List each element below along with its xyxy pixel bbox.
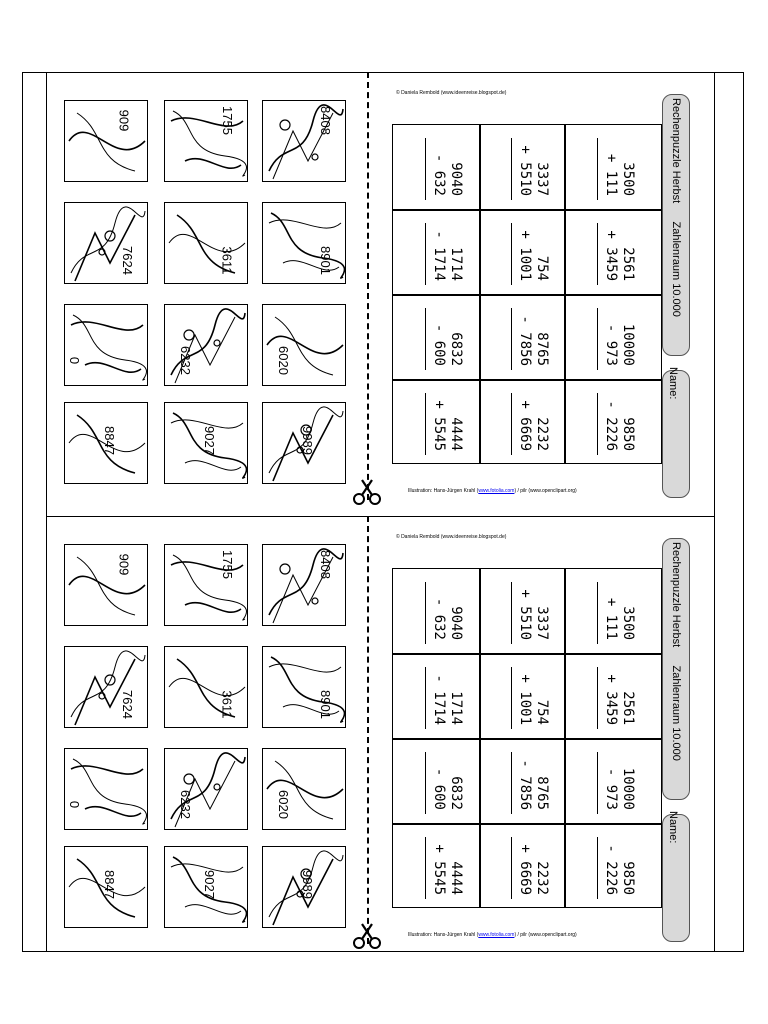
task-card bbox=[394, 211, 478, 293]
puzzle-piece[interactable] bbox=[164, 202, 248, 284]
copyright-text: © Daniela Rembold (www.ideenreise.blogspot.de) bbox=[396, 534, 507, 540]
task-expression bbox=[494, 657, 550, 735]
answer-line bbox=[597, 582, 598, 644]
autumn-illustration-fragment bbox=[165, 203, 248, 284]
title-spacer bbox=[670, 203, 682, 221]
puzzle-piece-number: 8847 bbox=[101, 426, 117, 455]
task-second-operand: 5510 bbox=[517, 162, 533, 196]
puzzle-piece-number: 7624 bbox=[119, 246, 135, 275]
task-first-operand: 754 bbox=[534, 699, 550, 725]
task-second-operand: 6669 bbox=[517, 417, 533, 451]
task-second-line bbox=[430, 572, 447, 650]
task-second-line bbox=[516, 827, 533, 905]
puzzle-piece[interactable] bbox=[64, 846, 148, 928]
task-expression bbox=[494, 298, 550, 376]
task-second-line bbox=[602, 128, 619, 206]
task-operator: + bbox=[517, 400, 533, 409]
puzzle-piece-number: 9027 bbox=[201, 426, 217, 455]
task-card bbox=[566, 825, 650, 907]
task-first-operand: 3337 bbox=[534, 162, 550, 196]
frame-inner-left bbox=[46, 72, 47, 952]
puzzle-piece[interactable] bbox=[262, 202, 346, 284]
task-first-operand: 10000 bbox=[620, 323, 636, 366]
task-expression bbox=[494, 572, 550, 650]
task-expression bbox=[408, 742, 464, 820]
task-second-operand: 2226 bbox=[603, 417, 619, 451]
task-operator-space bbox=[603, 776, 619, 784]
name-badge bbox=[662, 367, 690, 498]
task-expression bbox=[408, 657, 464, 735]
task-card bbox=[566, 381, 650, 463]
task-expression bbox=[494, 827, 550, 905]
credits-suffix: ) / pilr (www.openclipart.org) bbox=[514, 488, 577, 494]
number-range: Zahlenraum 10.000 bbox=[670, 221, 682, 317]
name-badge bbox=[662, 811, 690, 942]
task-card bbox=[566, 296, 650, 378]
task-second-operand: 3459 bbox=[603, 691, 619, 725]
autumn-illustration-fragment bbox=[65, 647, 148, 728]
task-operator: + bbox=[431, 400, 447, 409]
task-operator: - bbox=[603, 767, 619, 777]
task-operator: - bbox=[431, 323, 447, 333]
task-second-operand: 600 bbox=[431, 340, 447, 366]
task-second-line bbox=[516, 213, 533, 291]
task-operator: - bbox=[431, 230, 447, 239]
task-second-operand: 111 bbox=[603, 170, 619, 196]
puzzle-piece[interactable] bbox=[164, 304, 248, 386]
task-first-operand: 8765 bbox=[534, 332, 550, 366]
autumn-illustration-fragment bbox=[263, 647, 346, 728]
task-card bbox=[480, 570, 564, 652]
task-operator: - bbox=[517, 759, 533, 768]
task-operator: - bbox=[431, 674, 447, 683]
credits-prefix: Illustration: Hans-Jürgen Krahl ( bbox=[408, 932, 479, 938]
task-second-line bbox=[602, 742, 619, 820]
task-operator: - bbox=[431, 597, 447, 607]
name-label bbox=[667, 811, 679, 851]
copyright-note bbox=[396, 534, 506, 540]
autumn-illustration-fragment bbox=[165, 101, 248, 182]
puzzle-piece[interactable] bbox=[164, 748, 248, 830]
task-second-line bbox=[602, 657, 619, 735]
task-second-operand: 7856 bbox=[517, 776, 533, 810]
puzzle-piece[interactable] bbox=[64, 646, 148, 728]
task-first-operand: 1714 bbox=[448, 247, 464, 281]
answer-line bbox=[425, 138, 426, 200]
answer-line bbox=[511, 393, 512, 455]
puzzle-piece[interactable] bbox=[164, 846, 248, 928]
task-card bbox=[394, 655, 478, 737]
puzzle-piece[interactable] bbox=[164, 544, 248, 626]
answer-line bbox=[425, 308, 426, 370]
task-expression bbox=[494, 128, 550, 206]
task-second-line bbox=[602, 298, 619, 376]
task-operator-space bbox=[431, 332, 447, 340]
section-divider bbox=[46, 516, 714, 517]
task-card bbox=[394, 381, 478, 463]
task-operator: - bbox=[431, 767, 447, 777]
scissors-icon bbox=[352, 922, 382, 950]
puzzle-piece-number: 8901 bbox=[317, 690, 333, 719]
task-operator: + bbox=[517, 145, 533, 154]
task-operator: - bbox=[517, 315, 533, 324]
answer-line bbox=[597, 837, 598, 899]
task-second-line bbox=[602, 383, 619, 461]
cut-line bbox=[367, 72, 369, 500]
task-second-line bbox=[516, 298, 533, 376]
frame-inner-right bbox=[714, 72, 715, 952]
puzzle-piece[interactable] bbox=[64, 544, 148, 626]
task-second-line bbox=[516, 383, 533, 461]
task-first-operand: 3337 bbox=[534, 606, 550, 640]
task-second-line bbox=[430, 213, 447, 291]
task-operator: + bbox=[517, 230, 533, 239]
task-first-operand: 10000 bbox=[620, 767, 636, 810]
task-first-operand: 3500 bbox=[620, 606, 636, 640]
task-operator-space bbox=[603, 162, 619, 170]
task-second-line bbox=[602, 827, 619, 905]
task-expression bbox=[580, 742, 636, 820]
task-second-line bbox=[430, 128, 447, 206]
answer-line bbox=[597, 393, 598, 455]
task-second-operand: 973 bbox=[603, 784, 619, 810]
autumn-illustration-fragment bbox=[65, 545, 148, 626]
answer-line bbox=[511, 667, 512, 729]
task-card bbox=[480, 296, 564, 378]
puzzle-piece-number: 1755 bbox=[219, 550, 235, 579]
puzzle-piece-number: 909 bbox=[116, 553, 132, 576]
task-expression bbox=[580, 827, 636, 905]
puzzle-piece-number: 0 bbox=[67, 356, 83, 365]
puzzle-piece[interactable] bbox=[164, 646, 248, 728]
answer-line bbox=[425, 223, 426, 285]
task-operator: + bbox=[517, 674, 533, 683]
task-first-operand: 6832 bbox=[448, 776, 464, 810]
credits-suffix: ) / pilr (www.openclipart.org) bbox=[514, 932, 577, 938]
task-expression bbox=[408, 128, 464, 206]
autumn-illustration-fragment bbox=[263, 545, 346, 626]
answer-line bbox=[511, 138, 512, 200]
puzzle-piece-number: 909 bbox=[116, 109, 132, 132]
task-first-operand: 1714 bbox=[448, 691, 464, 725]
task-expression bbox=[408, 298, 464, 376]
task-operator: + bbox=[603, 597, 619, 607]
puzzle-piece-number: 1755 bbox=[219, 106, 235, 135]
task-second-operand: 1714 bbox=[431, 247, 447, 281]
worksheet-title: Rechenpuzzle Herbst bbox=[670, 98, 682, 204]
task-second-line bbox=[602, 213, 619, 291]
task-first-operand: 2561 bbox=[620, 691, 636, 725]
task-expression bbox=[580, 657, 636, 735]
name-label-text: Name: bbox=[667, 811, 679, 844]
answer-line bbox=[511, 223, 512, 285]
task-expression bbox=[408, 213, 464, 291]
task-second-operand: 111 bbox=[603, 614, 619, 640]
title-text bbox=[670, 542, 682, 792]
task-card bbox=[480, 740, 564, 822]
task-second-operand: 1001 bbox=[517, 247, 533, 281]
puzzle-piece-number: 8847 bbox=[101, 870, 117, 899]
puzzle-piece[interactable] bbox=[64, 202, 148, 284]
task-first-operand: 2232 bbox=[534, 417, 550, 451]
autumn-illustration-fragment bbox=[165, 647, 248, 728]
answer-line bbox=[425, 752, 426, 814]
title-badge bbox=[662, 94, 690, 356]
task-operator: + bbox=[517, 844, 533, 853]
task-first-operand: 9850 bbox=[620, 861, 636, 895]
task-operator: + bbox=[517, 589, 533, 598]
title-spacer bbox=[670, 647, 682, 665]
task-operator: - bbox=[431, 153, 447, 163]
task-second-operand: 5510 bbox=[517, 606, 533, 640]
puzzle-piece[interactable] bbox=[64, 402, 148, 484]
puzzle-piece[interactable] bbox=[262, 748, 346, 830]
task-first-operand: 8765 bbox=[534, 776, 550, 810]
puzzle-piece-number: 9989 bbox=[299, 870, 315, 899]
task-second-operand: 632 bbox=[431, 170, 447, 196]
puzzle-piece[interactable] bbox=[164, 402, 248, 484]
answer-line bbox=[425, 393, 426, 455]
autumn-illustration-fragment bbox=[263, 203, 346, 284]
scissors-icon bbox=[352, 478, 382, 506]
title-text bbox=[670, 98, 682, 348]
autumn-illustration-fragment bbox=[65, 749, 148, 830]
task-expression bbox=[580, 572, 636, 650]
task-expression bbox=[408, 383, 464, 461]
task-card bbox=[394, 296, 478, 378]
puzzle-piece-number: 6232 bbox=[177, 790, 193, 819]
task-second-operand: 1001 bbox=[517, 691, 533, 725]
puzzle-piece-number: 0 bbox=[67, 800, 83, 809]
autumn-illustration-fragment bbox=[65, 305, 148, 386]
autumn-illustration-fragment bbox=[65, 101, 148, 182]
task-second-operand: 600 bbox=[431, 784, 447, 810]
task-card bbox=[566, 655, 650, 737]
task-card bbox=[566, 126, 650, 208]
task-operator: + bbox=[603, 230, 619, 239]
task-first-operand: 2232 bbox=[534, 861, 550, 895]
illustration-credits bbox=[408, 488, 577, 494]
answer-line bbox=[425, 667, 426, 729]
task-second-operand: 5545 bbox=[431, 861, 447, 895]
task-expression bbox=[408, 827, 464, 905]
task-first-operand: 754 bbox=[534, 255, 550, 281]
task-card bbox=[566, 740, 650, 822]
task-expression bbox=[494, 383, 550, 461]
task-card bbox=[394, 126, 478, 208]
task-second-line bbox=[516, 572, 533, 650]
task-grid bbox=[392, 124, 662, 464]
task-card bbox=[480, 825, 564, 907]
puzzle-piece[interactable] bbox=[262, 846, 346, 928]
autumn-illustration-fragment bbox=[65, 203, 148, 284]
puzzle-piece-number: 8408 bbox=[317, 550, 333, 579]
puzzle-piece-number: 3611 bbox=[219, 690, 235, 719]
task-second-operand: 3459 bbox=[603, 247, 619, 281]
task-second-operand: 1714 bbox=[431, 691, 447, 725]
task-first-operand: 6832 bbox=[448, 332, 464, 366]
credits-prefix: Illustration: Hans-Jürgen Krahl ( bbox=[408, 488, 479, 494]
task-card bbox=[480, 211, 564, 293]
task-second-line bbox=[516, 657, 533, 735]
task-second-operand: 5545 bbox=[431, 417, 447, 451]
task-operator: + bbox=[431, 844, 447, 853]
task-operator: - bbox=[603, 323, 619, 333]
puzzle-piece-number: 7624 bbox=[119, 690, 135, 719]
name-label bbox=[667, 367, 679, 407]
answer-line bbox=[511, 752, 512, 814]
task-card bbox=[480, 655, 564, 737]
task-first-operand: 4444 bbox=[448, 417, 464, 451]
task-expression bbox=[580, 213, 636, 291]
task-second-operand: 7856 bbox=[517, 332, 533, 366]
autumn-illustration-fragment bbox=[263, 101, 346, 182]
puzzle-piece-number: 3611 bbox=[219, 246, 235, 275]
task-second-line bbox=[430, 298, 447, 376]
task-card bbox=[394, 825, 478, 907]
answer-line bbox=[597, 667, 598, 729]
name-label-text: Name: bbox=[667, 367, 679, 400]
puzzle-piece[interactable] bbox=[164, 100, 248, 182]
task-operator-space bbox=[431, 776, 447, 784]
puzzle-piece[interactable] bbox=[64, 100, 148, 182]
task-second-line bbox=[602, 572, 619, 650]
task-operator-space bbox=[431, 162, 447, 170]
credits-link: www.fotolia.com bbox=[478, 932, 515, 938]
task-expression bbox=[408, 572, 464, 650]
credits-link: www.fotolia.com bbox=[478, 488, 515, 494]
puzzle-piece-number: 6232 bbox=[177, 346, 193, 375]
answer-line bbox=[511, 582, 512, 644]
answer-line bbox=[597, 223, 598, 285]
answer-line bbox=[425, 837, 426, 899]
puzzle-piece[interactable] bbox=[262, 402, 346, 484]
puzzle-piece[interactable] bbox=[64, 748, 148, 830]
task-second-operand: 632 bbox=[431, 614, 447, 640]
cut-line bbox=[367, 516, 369, 944]
answer-line bbox=[597, 138, 598, 200]
title-badge bbox=[662, 538, 690, 800]
illustration-credits bbox=[408, 932, 577, 938]
autumn-illustration-fragment bbox=[165, 545, 248, 626]
copyright-text: © Daniela Rembold (www.ideenreise.blogspot.de) bbox=[396, 90, 507, 96]
task-card bbox=[566, 211, 650, 293]
task-expression bbox=[580, 383, 636, 461]
task-operator-space bbox=[603, 332, 619, 340]
task-first-operand: 2561 bbox=[620, 247, 636, 281]
worksheet-title: Rechenpuzzle Herbst bbox=[670, 542, 682, 648]
task-second-line bbox=[430, 827, 447, 905]
puzzle-piece-number: 8901 bbox=[317, 246, 333, 275]
task-card bbox=[394, 740, 478, 822]
task-second-line bbox=[430, 383, 447, 461]
puzzle-piece[interactable] bbox=[262, 544, 346, 626]
puzzle-piece-number: 6020 bbox=[275, 346, 291, 375]
copyright-note bbox=[396, 90, 506, 96]
task-card bbox=[480, 381, 564, 463]
answer-line bbox=[597, 308, 598, 370]
task-operator-space bbox=[603, 606, 619, 614]
task-card bbox=[566, 570, 650, 652]
task-operator: + bbox=[603, 153, 619, 163]
task-card bbox=[394, 570, 478, 652]
task-first-operand: 9850 bbox=[620, 417, 636, 451]
answer-line bbox=[425, 582, 426, 644]
task-second-line bbox=[516, 128, 533, 206]
task-expression bbox=[580, 298, 636, 376]
task-second-line bbox=[430, 742, 447, 820]
task-second-operand: 2226 bbox=[603, 861, 619, 895]
task-second-operand: 6669 bbox=[517, 861, 533, 895]
puzzle-piece-number: 6020 bbox=[275, 790, 291, 819]
puzzle-piece-number: 9989 bbox=[299, 426, 315, 455]
task-card bbox=[480, 126, 564, 208]
task-first-operand: 3500 bbox=[620, 162, 636, 196]
task-first-operand: 9040 bbox=[448, 162, 464, 196]
answer-line bbox=[597, 752, 598, 814]
answer-line bbox=[511, 837, 512, 899]
puzzle-piece[interactable] bbox=[64, 304, 148, 386]
task-expression bbox=[494, 742, 550, 820]
puzzle-piece-number: 9027 bbox=[201, 870, 217, 899]
task-second-operand: 973 bbox=[603, 340, 619, 366]
task-expression bbox=[494, 213, 550, 291]
task-first-operand: 4444 bbox=[448, 861, 464, 895]
task-second-line bbox=[516, 742, 533, 820]
task-operator: - bbox=[603, 400, 619, 409]
number-range: Zahlenraum 10.000 bbox=[670, 665, 682, 761]
puzzle-piece[interactable] bbox=[262, 646, 346, 728]
answer-line bbox=[511, 308, 512, 370]
task-operator: + bbox=[603, 674, 619, 683]
puzzle-piece-number: 8408 bbox=[317, 106, 333, 135]
task-expression bbox=[580, 128, 636, 206]
puzzle-piece[interactable] bbox=[262, 304, 346, 386]
task-operator: - bbox=[603, 844, 619, 853]
task-grid bbox=[392, 568, 662, 908]
puzzle-piece[interactable] bbox=[262, 100, 346, 182]
task-second-line bbox=[430, 657, 447, 735]
task-operator-space bbox=[431, 606, 447, 614]
task-first-operand: 9040 bbox=[448, 606, 464, 640]
